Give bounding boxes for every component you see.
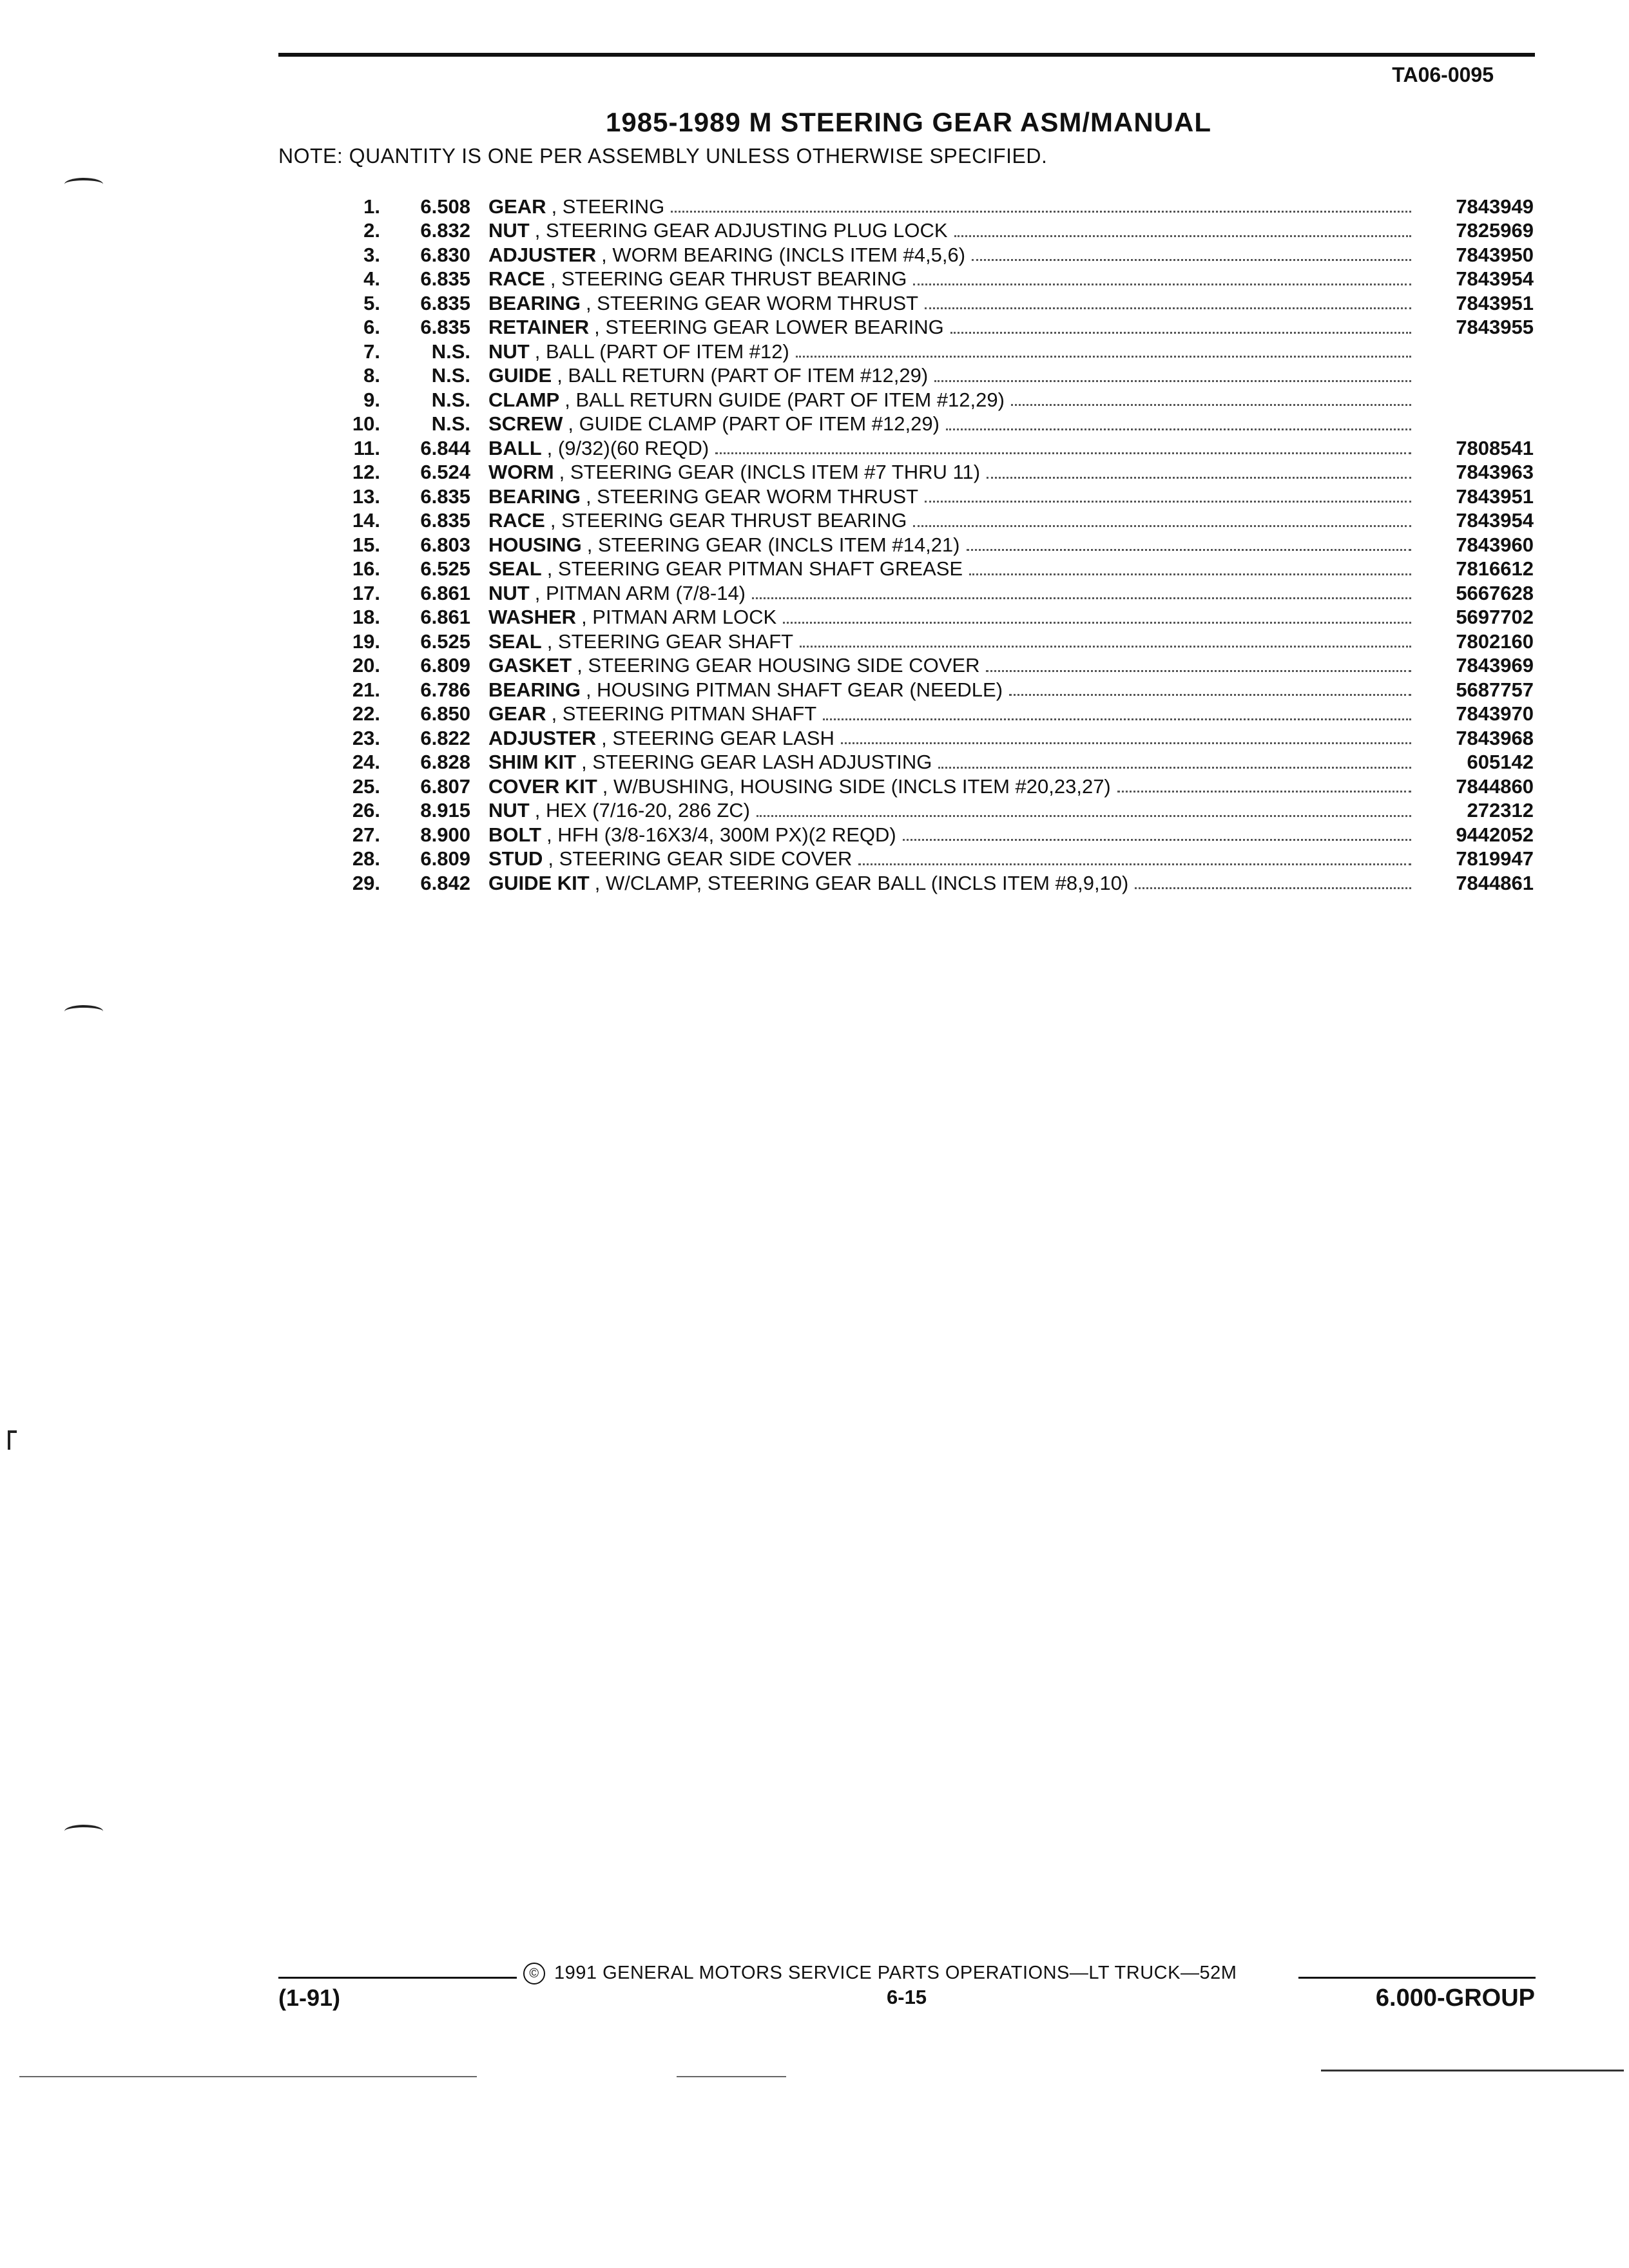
dot-leader [752,597,1411,599]
part-description [488,267,1411,291]
part-description [488,654,1411,677]
part-description [488,823,1411,847]
part-number: 7844860 [1456,774,1534,798]
part-name: RETAINER [488,316,590,339]
copyright-icon: © [523,1963,545,1984]
part-name: NUT [488,799,530,822]
group-number: 6.861 [420,606,470,629]
dot-leader [823,718,1411,720]
dot-leader [1135,887,1411,889]
dot-leader [954,235,1411,237]
part-row [316,823,1534,847]
part-name: WASHER [488,606,577,629]
group-number: 8.915 [420,799,470,822]
item-number: 28. [352,847,380,870]
part-row [316,436,1534,461]
group-number: 6.835 [420,267,470,291]
part-description [488,799,1411,822]
top-rule [278,53,1535,57]
part-number: 7843960 [1456,533,1534,556]
group-label: 6.000-GROUP [1375,1984,1535,2012]
part-description [488,775,1411,798]
part-number: 7843949 [1456,195,1534,218]
item-number: 11. [353,436,380,459]
part-row [316,678,1534,702]
group-number: 6.803 [420,533,470,556]
part-detail: , STEERING GEAR THRUST BEARING [550,509,907,532]
part-name: CLAMP [488,388,560,411]
part-detail: , STEERING GEAR SIDE COVER [548,847,853,870]
binder-hole-mark [64,1005,103,1018]
dot-leader [938,767,1411,769]
part-number: 5697702 [1456,606,1534,629]
dot-leader [913,284,1411,285]
part-name: BOLT [488,823,542,846]
part-name: NUT [488,219,530,242]
dot-leader [1117,791,1411,793]
item-number: 26. [352,799,380,822]
part-name: ADJUSTER [488,243,597,266]
part-name: RACE [488,267,545,291]
dot-leader [1009,694,1411,696]
part-description [488,702,1411,726]
part-description [488,727,1411,750]
part-detail: , STEERING GEAR LASH [601,726,834,749]
part-description [488,195,1411,218]
group-number: 6.835 [420,509,470,532]
dot-leader [950,332,1411,334]
item-number: 6. [363,316,380,339]
group-number: 6.525 [420,557,470,581]
part-name: COVER KIT [488,774,597,798]
part-description [488,461,1411,484]
part-number: 7843963 [1456,461,1534,484]
part-detail: , STEERING GEAR ADJUSTING PLUG LOCK [534,219,948,242]
item-number: 22. [352,702,380,726]
part-description [488,244,1411,267]
item-number: 23. [352,726,380,749]
part-row [316,340,1534,364]
item-number: 1. [363,195,380,218]
part-description [488,437,1411,460]
part-name: GUIDE [488,364,552,387]
group-number: 6.807 [420,774,470,798]
part-name: STUD [488,847,543,870]
group-number: 6.832 [420,219,470,242]
part-row [316,726,1534,751]
group-number: 6.828 [420,751,470,774]
part-detail: , HFH (3/8-16X3/4, 300M PX)(2 REQD) [546,823,896,846]
part-name: HOUSING [488,533,582,556]
dot-leader [1011,404,1411,406]
part-number: 7844861 [1456,871,1534,894]
part-detail: , STEERING GEAR SHAFT [546,629,794,653]
group-number: 6.830 [420,243,470,266]
part-name: WORM [488,461,554,484]
group-number: 6.508 [420,195,470,218]
item-number: 19. [352,629,380,653]
footer-rule-right [1298,1977,1536,1979]
part-description [488,751,1411,774]
part-name: GUIDE KIT [488,871,590,894]
group-number: N.S. [431,340,470,363]
item-number: 9. [363,388,380,411]
part-detail: , STEERING GEAR PITMAN SHAFT GREASE [546,557,963,581]
part-row [316,751,1534,775]
group-number: 8.900 [420,823,470,846]
dot-leader [925,501,1411,503]
group-number: 6.861 [420,581,470,604]
group-number: 6.842 [420,871,470,894]
part-detail: , STEERING [551,195,665,218]
part-detail: , W/CLAMP, STEERING GEAR BALL (INCLS ITEM #8,9,10) [594,871,1129,894]
copyright-text: 1991 GENERAL MOTORS SERVICE PARTS OPERATIONS—LT TRUCK—52M [554,1963,1237,1983]
part-detail: , BALL RETURN (PART OF ITEM #12,29) [557,364,929,387]
item-number: 2. [363,219,380,242]
group-number: 6.525 [420,629,470,653]
part-row [316,267,1534,292]
part-detail: , STEERING GEAR LOWER BEARING [594,316,944,339]
item-number: 14. [352,509,380,532]
dot-leader [925,307,1411,309]
part-number: 5667628 [1456,581,1534,604]
crop-mark [8,1430,17,1450]
part-row [316,316,1534,340]
part-detail: , HEX (7/16-20, 286 ZC) [534,799,750,822]
scan-edge-line [19,2076,477,2077]
part-row [316,364,1534,389]
part-name: GEAR [488,195,546,218]
part-row [316,774,1534,799]
part-description [488,606,1411,629]
part-row [316,533,1534,557]
item-number: 24. [352,751,380,774]
item-number: 7. [363,340,380,363]
part-number: 7843968 [1456,726,1534,749]
footer-rule-left [278,1977,517,1979]
revision-date: (1-91) [278,1984,341,2011]
part-name: GASKET [488,654,572,677]
dot-leader [946,428,1411,430]
part-description [488,219,1411,242]
part-description [488,847,1411,870]
item-number: 8. [363,364,380,387]
part-number: 7816612 [1456,557,1534,581]
part-detail: , PITMAN ARM (7/8-14) [534,581,746,604]
item-number: 25. [352,774,380,798]
part-description [488,340,1411,363]
part-name: GEAR [488,702,546,726]
part-number: 7843951 [1456,485,1534,508]
part-name: BEARING [488,485,581,508]
part-detail: , STEERING GEAR (INCLS ITEM #7 THRU 11) [559,461,981,484]
part-description [488,292,1411,315]
group-number: 6.835 [420,291,470,314]
part-name: BEARING [488,678,581,701]
part-row [316,581,1534,606]
part-row [316,461,1534,485]
part-name: NUT [488,581,530,604]
part-number: 7843950 [1456,243,1534,266]
part-detail: , HOUSING PITMAN SHAFT GEAR (NEEDLE) [585,678,1003,701]
part-description [488,678,1411,702]
part-row [316,219,1534,244]
part-name: SCREW [488,412,563,436]
group-number: 6.844 [420,436,470,459]
part-description [488,557,1411,581]
part-detail: , STEERING PITMAN SHAFT [551,702,817,726]
item-number: 21. [352,678,380,701]
part-number: 7843954 [1456,509,1534,532]
group-number: 6.835 [420,316,470,339]
item-number: 5. [363,291,380,314]
dot-leader [671,211,1411,213]
item-number: 17. [352,581,380,604]
group-number: N.S. [431,388,470,411]
item-number: 13. [352,485,380,508]
part-number: 7819947 [1456,847,1534,870]
part-number: 7843969 [1456,654,1534,677]
part-number: 7825969 [1456,219,1534,242]
part-detail: , STEERING GEAR HOUSING SIDE COVER [577,654,980,677]
part-description [488,872,1411,895]
dot-leader [841,742,1411,744]
part-description [488,630,1411,653]
quantity-note: NOTE: QUANTITY IS ONE PER ASSEMBLY UNLESS OTHERWISE SPECIFIED. [278,144,1048,168]
part-name: SEAL [488,557,542,581]
dot-leader [800,646,1411,648]
group-number: 6.835 [420,485,470,508]
part-row [316,654,1534,678]
part-description [488,509,1411,532]
dot-leader [903,839,1411,841]
part-row [316,847,1534,872]
dot-leader [972,259,1411,261]
dot-leader [715,452,1411,454]
dot-leader [796,356,1411,358]
part-detail: , STEERING GEAR WORM THRUST [585,485,919,508]
part-row [316,606,1534,630]
item-number: 4. [363,267,380,291]
part-row [316,291,1534,316]
part-detail: , STEERING GEAR THRUST BEARING [550,267,907,291]
part-detail: , STEERING GEAR LASH ADJUSTING [581,751,932,774]
part-description [488,364,1411,387]
part-detail: , (9/32)(60 REQD) [546,436,709,459]
binder-hole-mark [64,178,103,191]
part-row [316,799,1534,823]
part-description [488,533,1411,557]
dot-leader [934,380,1411,382]
part-name: SEAL [488,629,542,653]
page-number: 6-15 [887,1986,927,2008]
group-number: 6.786 [420,678,470,701]
part-name: BEARING [488,291,581,314]
part-name: BALL [488,436,542,459]
group-number: 6.809 [420,654,470,677]
part-detail: , STEERING GEAR (INCLS ITEM #14,21) [586,533,960,556]
group-number: 6.809 [420,847,470,870]
part-row [316,412,1534,437]
part-detail: , STEERING GEAR WORM THRUST [585,291,919,314]
part-detail: , W/BUSHING, HOUSING SIDE (INCLS ITEM #20,23,27) [602,774,1111,798]
dot-leader [969,573,1411,575]
part-description [488,485,1411,508]
item-number: 18. [352,606,380,629]
item-number: 15. [352,533,380,556]
part-name: ADJUSTER [488,726,597,749]
part-detail: , GUIDE CLAMP (PART OF ITEM #12,29) [568,412,940,436]
document-id: TA06-0095 [1392,63,1494,86]
part-number: 7843970 [1456,702,1534,726]
part-row [316,871,1534,896]
part-description [488,412,1411,436]
item-number: 10. [352,412,380,436]
item-number: 29. [352,871,380,894]
part-number: 7808541 [1456,436,1534,459]
part-description [488,582,1411,605]
page-title: 1985-1989 M STEERING GEAR ASM/MANUAL [606,107,1211,137]
item-number: 27. [352,823,380,846]
group-number: N.S. [431,412,470,436]
part-detail: , WORM BEARING (INCLS ITEM #4,5,6) [601,243,966,266]
group-number: N.S. [431,364,470,387]
item-number: 16. [352,557,380,581]
dot-leader [913,525,1411,527]
part-name: NUT [488,340,530,363]
part-name: RACE [488,509,545,532]
part-row [316,629,1534,654]
item-number: 20. [352,654,380,677]
dot-leader [967,549,1411,551]
part-detail: , BALL RETURN GUIDE (PART OF ITEM #12,29) [564,388,1005,411]
part-number: 605142 [1467,751,1534,774]
part-row [316,557,1534,582]
part-row [316,485,1534,509]
group-number: 6.822 [420,726,470,749]
part-detail: , BALL (PART OF ITEM #12) [534,340,789,363]
part-number: 7802160 [1456,629,1534,653]
dot-leader [986,670,1411,672]
part-row [316,243,1534,267]
part-row [316,509,1534,533]
dot-leader [858,863,1411,865]
parts-list [316,195,1534,896]
dot-leader [783,622,1411,624]
part-number: 272312 [1467,799,1534,822]
dot-leader [987,477,1411,479]
scan-edge-line [1321,2070,1624,2071]
part-number: 7843954 [1456,267,1534,291]
part-number: 5687757 [1456,678,1534,701]
part-row [316,388,1534,412]
item-number: 12. [352,461,380,484]
dot-leader [757,815,1411,817]
part-description [488,389,1411,412]
part-description [488,316,1411,339]
part-row [316,702,1534,727]
part-detail: , PITMAN ARM LOCK [581,606,777,629]
group-number: 6.524 [420,461,470,484]
part-row [316,195,1534,219]
scan-edge-line [677,2076,786,2077]
part-number: 9442052 [1456,823,1534,846]
copyright-line [523,1963,1237,1984]
group-number: 6.850 [420,702,470,726]
part-number: 7843951 [1456,291,1534,314]
item-number: 3. [363,243,380,266]
part-number: 7843955 [1456,316,1534,339]
binder-hole-mark [64,1825,103,1838]
part-name: SHIM KIT [488,751,577,774]
